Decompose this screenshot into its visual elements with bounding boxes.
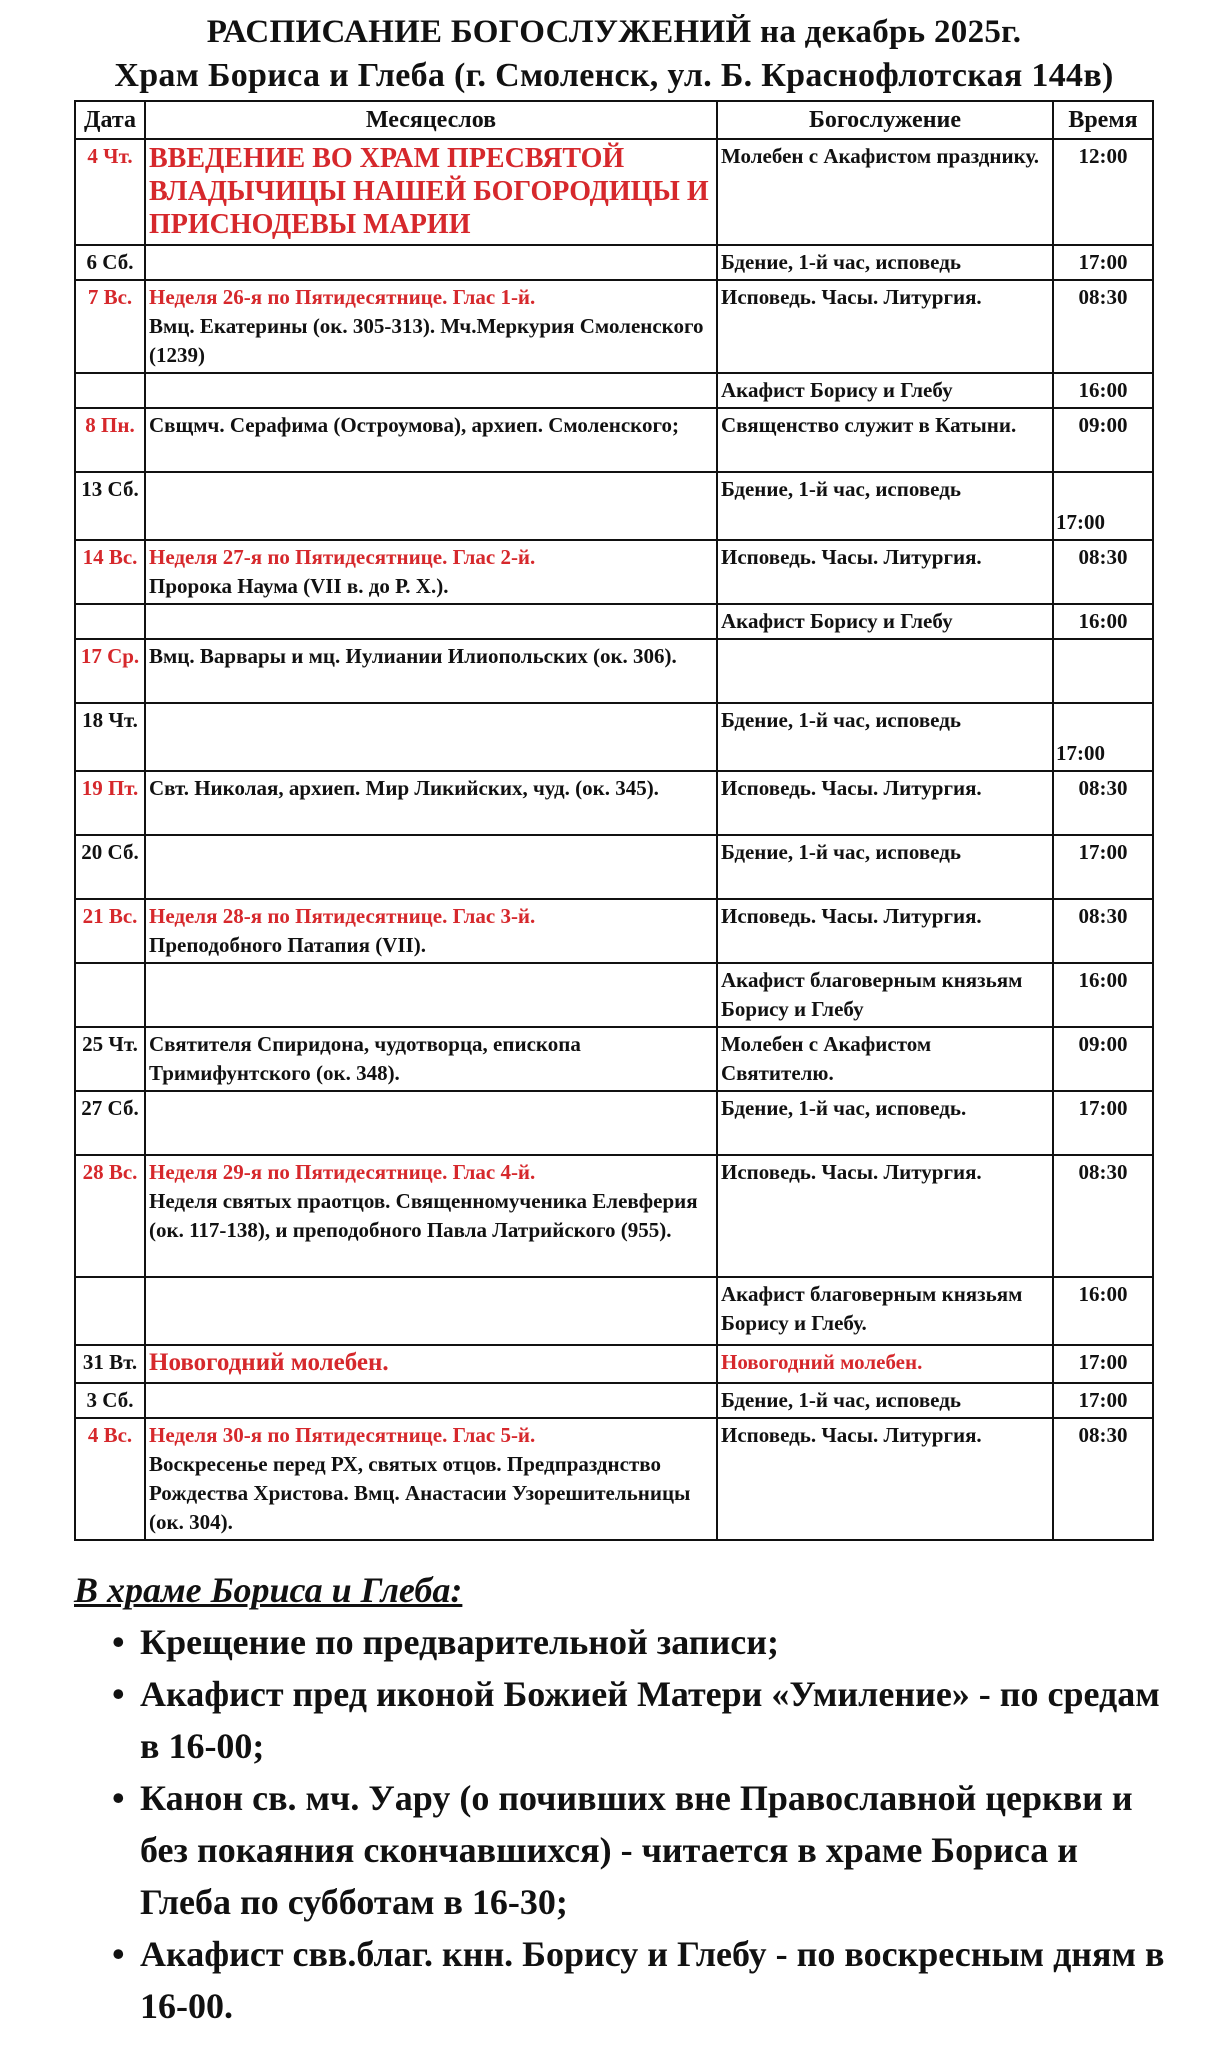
table-row [75, 1383, 1153, 1418]
row-service [717, 639, 1053, 703]
row-service: Бдение, 1-й час, исповедь [717, 835, 1053, 899]
row-time: 16:00 [1053, 373, 1153, 408]
row-time: 08:30 [1053, 280, 1153, 373]
column-header-service: Богослужение [717, 101, 1053, 139]
row-service: Исповедь. Часы. Литургия. [717, 771, 1053, 835]
table-row [75, 1418, 1153, 1540]
table-row [75, 835, 1153, 899]
row-date: 27 Сб. [75, 1091, 145, 1155]
table-row [75, 1027, 1153, 1091]
table-row [75, 1155, 1153, 1277]
row-service: Бдение, 1-й час, исповедь [717, 703, 1053, 771]
row-service: Новогодний молебен. [717, 1345, 1053, 1383]
table-header-row [75, 101, 1153, 139]
row-time: 17:00 [1053, 835, 1153, 899]
row-date: 14 Вс. [75, 540, 145, 604]
row-calendar: Свщмч. Серафима (Остроумова), архиеп. Смоленского; [145, 408, 717, 472]
row-service: Бдение, 1-й час, исповедь [717, 245, 1053, 280]
row-time: 16:00 [1053, 1277, 1153, 1345]
row-service: Акафист благоверным князьям Борису и Глебу. [717, 1277, 1053, 1345]
row-time: 12:00 [1053, 139, 1153, 245]
saints-text: Воскресенье перед РХ, святых отцов. Предпразднство Рождества Христова. Вмц. Анастасии Узорешительницы (ок. 304). [149, 1452, 691, 1534]
row-calendar [145, 472, 717, 540]
row-date: 13 Сб. [75, 472, 145, 540]
row-service: Исповедь. Часы. Литургия. [717, 899, 1053, 963]
column-header-time: Время [1053, 101, 1153, 139]
row-calendar [145, 899, 717, 963]
row-date: 28 Вс. [75, 1155, 145, 1277]
row-calendar [145, 1155, 717, 1277]
saints-text: Пророка Наума (VII в. до Р. Х.). [149, 574, 449, 598]
row-calendar: Святителя Спиридона, чудотворца, епископа Тримифунтского (ок. 348). [145, 1027, 717, 1091]
row-time: 17:00 [1053, 1345, 1153, 1383]
table-row [75, 408, 1153, 472]
row-calendar [145, 604, 717, 639]
row-date: 21 Вс. [75, 899, 145, 963]
row-calendar [145, 1091, 717, 1155]
row-time: 17:00 [1053, 1383, 1153, 1418]
row-calendar [145, 835, 717, 899]
row-service: Молебен с Акафистом Святителю. [717, 1027, 1053, 1091]
row-time: 09:00 [1053, 1027, 1153, 1091]
row-calendar [145, 373, 717, 408]
row-service: Бдение, 1-й час, исповедь [717, 472, 1053, 540]
column-header-date: Дата [75, 101, 145, 139]
row-calendar [145, 703, 717, 771]
row-date: 7 Вс. [75, 280, 145, 373]
row-service: Акафист Борису и Глебу [717, 604, 1053, 639]
table-row [75, 373, 1153, 408]
row-service: Исповедь. Часы. Литургия. [717, 1155, 1053, 1277]
table-row [75, 472, 1153, 540]
row-date: 20 Сб. [75, 835, 145, 899]
list-item: • Крещение по предварительной записи; [112, 1616, 1174, 1668]
table-row [75, 899, 1153, 963]
row-date [75, 373, 145, 408]
row-calendar [145, 540, 717, 604]
sunday-title: Неделя 29-я по Пятидесятнице. Глас 4-й. [149, 1160, 536, 1184]
row-calendar [145, 280, 717, 373]
row-time: 17:00 [1053, 703, 1153, 771]
table-row [75, 771, 1153, 835]
list-item: • Акафист пред иконой Божией Матери «Умиление» - по средам в 16-00; [112, 1668, 1174, 1772]
row-time: 08:30 [1053, 771, 1153, 835]
table-row [75, 540, 1153, 604]
sunday-title: Неделя 27-я по Пятидесятнице. Глас 2-й. [149, 545, 536, 569]
sunday-title: Неделя 26-я по Пятидесятнице. Глас 1-й. [149, 285, 536, 309]
row-time: 17:00 [1053, 1091, 1153, 1155]
saints-text: Преподобного Патапия (VII). [149, 933, 426, 957]
row-time: 08:30 [1053, 1418, 1153, 1540]
feast-title: ВВЕДЕНИЕ ВО ХРАМ ПРЕСВЯТОЙ ВЛАДЫЧИЦЫ НАШЕЙ БОГОРОДИЦЫ И ПРИСНОДЕВЫ МАРИИ [149, 143, 709, 240]
row-date: 25 Чт. [75, 1027, 145, 1091]
row-calendar [145, 245, 717, 280]
table-row [75, 963, 1153, 1027]
row-calendar [145, 963, 717, 1027]
row-date: 4 Чт. [75, 139, 145, 245]
row-calendar [145, 1277, 717, 1345]
table-row [75, 1277, 1153, 1345]
row-time: 08:30 [1053, 899, 1153, 963]
row-date: 17 Ср. [75, 639, 145, 703]
row-time: 09:00 [1053, 408, 1153, 472]
row-date: 18 Чт. [75, 703, 145, 771]
row-date [75, 1277, 145, 1345]
row-service: Исповедь. Часы. Литургия. [717, 1418, 1053, 1540]
row-date: 3 Сб. [75, 1383, 145, 1418]
row-service: Исповедь. Часы. Литургия. [717, 280, 1053, 373]
row-date [75, 604, 145, 639]
row-calendar: Свт. Николая, архиеп. Мир Ликийских, чуд. (ок. 345). [145, 771, 717, 835]
row-date: 6 Сб. [75, 245, 145, 280]
row-time: 17:00 [1053, 245, 1153, 280]
sunday-title: Неделя 28-я по Пятидесятнице. Глас 3-й. [149, 904, 536, 928]
schedule-table [74, 100, 1154, 1541]
row-calendar [145, 139, 717, 245]
saints-text: Вмц. Екатерины (ок. 305-313). Мч.Меркурия Смоленского (1239) [149, 314, 704, 367]
list-item: • Канон св. мч. Уару (о почивших вне Православной церкви и без покаяния скончавшихся) - читается в храме Бориса и Глеба по субботам в 16-30; [112, 1772, 1174, 1928]
table-row [75, 1345, 1153, 1383]
sunday-title: Неделя 30-я по Пятидесятнице. Глас 5-й. [149, 1423, 536, 1447]
row-service: Молебен с Акафистом празднику. [717, 139, 1053, 245]
notes-section [74, 1568, 1174, 2032]
row-service: Исповедь. Часы. Литургия. [717, 540, 1053, 604]
row-date [75, 963, 145, 1027]
row-service: Бдение, 1-й час, исповедь [717, 1383, 1053, 1418]
table-row [75, 139, 1153, 245]
table-row [75, 604, 1153, 639]
row-date: 4 Вс. [75, 1418, 145, 1540]
row-calendar: Вмц. Варвары и мц. Иулиании Илиопольских (ок. 306). [145, 639, 717, 703]
row-calendar [145, 1345, 717, 1383]
row-time [1053, 639, 1153, 703]
table-row [75, 703, 1153, 771]
row-calendar [145, 1418, 717, 1540]
page-subtitle: Храм Бориса и Глеба (г. Смоленск, ул. Б. Краснофлотская 144в) [114, 57, 1114, 94]
row-date: 19 Пт. [75, 771, 145, 835]
row-service: Акафист благоверным князьям Борису и Глебу [717, 963, 1053, 1027]
new-year-title: Новогодний молебен. [149, 1349, 389, 1376]
row-service: Бдение, 1-й час, исповедь. [717, 1091, 1053, 1155]
table-row [75, 245, 1153, 280]
row-time: 08:30 [1053, 1155, 1153, 1277]
table-row [75, 1091, 1153, 1155]
saints-text: Неделя святых праотцов. Священномученика Елевферия (ок. 117-138), и преподобного Павла Латрийского (955). [149, 1189, 698, 1242]
notes-list [74, 1616, 1174, 2032]
list-item: • Акафист свв.благ. кнн. Борису и Глебу - по воскресным дням в 16-00. [112, 1928, 1174, 2032]
row-service: Акафист Борису и Глебу [717, 373, 1053, 408]
notes-heading: В храме Бориса и Глеба: [74, 1570, 463, 1610]
table-row [75, 280, 1153, 373]
column-header-calendar: Месяцеслов [145, 101, 717, 139]
row-date: 31 Вт. [75, 1345, 145, 1383]
row-time: 08:30 [1053, 540, 1153, 604]
row-time: 16:00 [1053, 604, 1153, 639]
row-date: 8 Пн. [75, 408, 145, 472]
table-row [75, 639, 1153, 703]
row-time: 16:00 [1053, 963, 1153, 1027]
row-service: Священство служит в Катыни. [717, 408, 1053, 472]
row-calendar [145, 1383, 717, 1418]
page-title: РАСПИСАНИЕ БОГОСЛУЖЕНИЙ на декабрь 2025г. [206, 14, 1022, 50]
row-time: 17:00 [1053, 472, 1153, 540]
